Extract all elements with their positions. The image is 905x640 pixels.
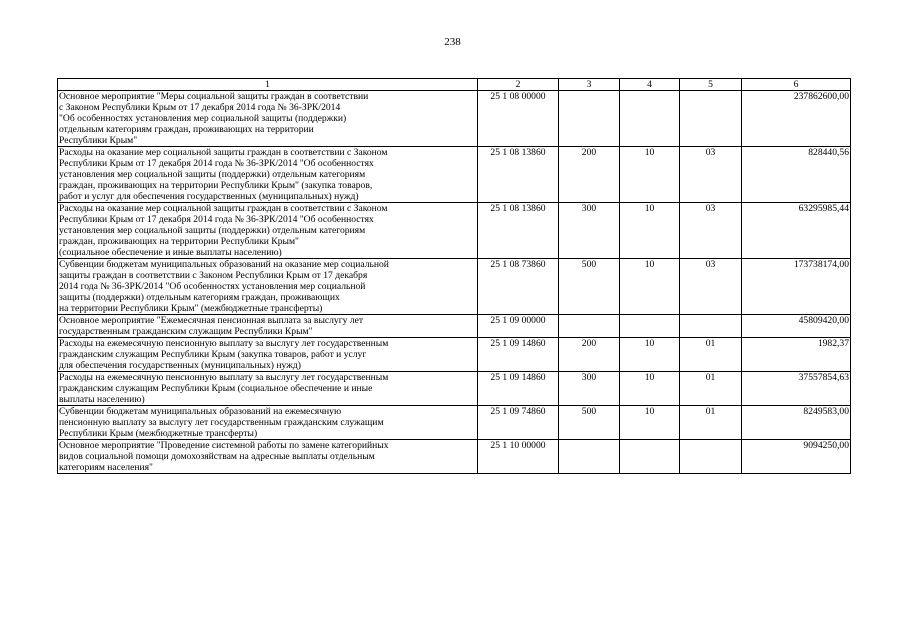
row-expense-type bbox=[559, 315, 620, 338]
row-subsection: 01 bbox=[680, 338, 742, 372]
row-subsection bbox=[680, 440, 742, 474]
row-section: 10 bbox=[620, 338, 680, 372]
description-line: на территории Республики Крым" (межбюджетные трансферты) bbox=[59, 303, 323, 314]
row-description bbox=[58, 259, 478, 315]
description-line: для обеспечения государственных (муниципальных) нужд) bbox=[59, 360, 301, 371]
description-line: Расходы на оказание мер социальной защиты граждан в соответствии с Законом bbox=[59, 147, 388, 158]
row-section bbox=[620, 315, 680, 338]
header-col-1: 1 bbox=[58, 79, 478, 91]
description-line: граждан, проживающих на территории Республики Крым" bbox=[59, 236, 299, 247]
row-expense-type: 500 bbox=[559, 259, 620, 315]
row-subsection bbox=[680, 91, 742, 147]
table-row bbox=[58, 440, 851, 474]
row-section: 10 bbox=[620, 406, 680, 440]
description-line: Республики Крым (межбюджетные трансферты) bbox=[59, 428, 258, 439]
description-line: видов социальной помощи домохозяйствам на адресные выплаты отдельным bbox=[59, 451, 375, 462]
row-code: 25 1 09 14860 bbox=[478, 338, 559, 372]
header-row bbox=[58, 79, 851, 91]
row-amount: 173738174,00 bbox=[742, 259, 851, 315]
budget-table bbox=[57, 78, 851, 474]
row-code: 25 1 08 13860 bbox=[478, 203, 559, 259]
row-code: 25 1 09 14860 bbox=[478, 372, 559, 406]
row-description bbox=[58, 315, 478, 338]
row-expense-type: 300 bbox=[559, 372, 620, 406]
description-line: Основное мероприятие "Проведение системной работы по замене категорийных bbox=[59, 440, 389, 451]
row-code: 25 1 09 74860 bbox=[478, 406, 559, 440]
table-row bbox=[58, 91, 851, 147]
table-row bbox=[58, 315, 851, 338]
row-description bbox=[58, 203, 478, 259]
description-line: установления мер социальной защиты (поддержки) отдельным категориям bbox=[59, 225, 366, 236]
row-description bbox=[58, 372, 478, 406]
header-col-3: 3 bbox=[559, 79, 620, 91]
row-description bbox=[58, 440, 478, 474]
row-expense-type: 500 bbox=[559, 406, 620, 440]
row-subsection: 03 bbox=[680, 259, 742, 315]
description-line: Расходы на ежемесячную пенсионную выплату за выслугу лет государственным bbox=[59, 372, 389, 383]
row-description bbox=[58, 147, 478, 203]
description-line: Республики Крым от 17 декабря 2014 года № 36-ЗРК/2014 "Об особенностях bbox=[59, 158, 374, 169]
row-section: 10 bbox=[620, 203, 680, 259]
row-section bbox=[620, 91, 680, 147]
description-line: (социальное обеспечение и иные выплаты населению) bbox=[59, 247, 282, 258]
description-line: установления мер социальной защиты (поддержки) отдельным категориям bbox=[59, 169, 366, 180]
row-amount: 45809420,00 bbox=[742, 315, 851, 338]
description-line: Расходы на оказание мер социальной защиты граждан в соответствии с Законом bbox=[59, 203, 388, 214]
description-line: Республики Крым от 17 декабря 2014 года № 36-ЗРК/2014 "Об особенностях bbox=[59, 214, 374, 225]
row-section: 10 bbox=[620, 147, 680, 203]
row-code: 25 1 08 13860 bbox=[478, 147, 559, 203]
table-row bbox=[58, 372, 851, 406]
row-amount: 828440,56 bbox=[742, 147, 851, 203]
row-amount: 37557854,63 bbox=[742, 372, 851, 406]
description-line: работ и услуг для обеспечения государственных (муниципальных) нужд) bbox=[59, 191, 359, 202]
table-row bbox=[58, 259, 851, 315]
row-expense-type bbox=[559, 440, 620, 474]
row-code: 25 1 08 00000 bbox=[478, 91, 559, 147]
row-subsection: 01 bbox=[680, 372, 742, 406]
description-line: отдельным категориям граждан, проживающих на территории bbox=[59, 124, 314, 135]
row-expense-type: 200 bbox=[559, 338, 620, 372]
description-line: гражданским служащим Республики Крым (закупка товаров, работ и услуг bbox=[59, 349, 367, 360]
description-line: гражданским служащим Республики Крым (социальное обеспечение и иные bbox=[59, 383, 373, 394]
description-line: с Законом Республики Крым от 17 декабря 2014 года № 36-ЗРК/2014 bbox=[59, 102, 341, 113]
description-line: Субвенции бюджетам муниципальных образований на оказание мер социальной bbox=[59, 259, 389, 270]
table-row bbox=[58, 147, 851, 203]
row-code: 25 1 10 00000 bbox=[478, 440, 559, 474]
row-expense-type: 300 bbox=[559, 203, 620, 259]
description-line: Основное мероприятие "Ежемесячная пенсионная выплата за выслугу лет bbox=[59, 315, 364, 326]
description-line: граждан, проживающих на территории Республики Крым" (закупка товаров, bbox=[59, 180, 373, 191]
description-line: защиты (поддержки) отдельным категориям граждан, проживающих bbox=[59, 292, 340, 303]
row-description bbox=[58, 406, 478, 440]
row-expense-type bbox=[559, 91, 620, 147]
row-section bbox=[620, 440, 680, 474]
description-line: Основное мероприятие "Меры социальной защиты граждан в соответствии bbox=[59, 91, 369, 102]
row-code: 25 1 08 73860 bbox=[478, 259, 559, 315]
description-line: категориям населения" bbox=[59, 462, 153, 473]
description-line: Расходы на ежемесячную пенсионную выплату за выслугу лет государственным bbox=[59, 338, 389, 349]
row-subsection: 03 bbox=[680, 147, 742, 203]
row-amount: 9094250,00 bbox=[742, 440, 851, 474]
row-subsection: 03 bbox=[680, 203, 742, 259]
row-amount: 1982,37 bbox=[742, 338, 851, 372]
table-row bbox=[58, 338, 851, 372]
header-col-2: 2 bbox=[478, 79, 559, 91]
description-line: Субвенции бюджетам муниципальных образований на ежемесячную bbox=[59, 406, 342, 417]
row-description bbox=[58, 338, 478, 372]
row-amount: 63295985,44 bbox=[742, 203, 851, 259]
page-number: 238 bbox=[444, 36, 461, 48]
description-line: пенсионную выплату за выслугу лет государственным гражданским служащим bbox=[59, 417, 384, 428]
row-subsection: 01 bbox=[680, 406, 742, 440]
row-subsection bbox=[680, 315, 742, 338]
description-line: "Об особенностях установления мер социальной защиты (поддержки) bbox=[59, 113, 347, 124]
row-description bbox=[58, 91, 478, 147]
header-col-5: 5 bbox=[680, 79, 742, 91]
description-line: Республики Крым" bbox=[59, 135, 138, 146]
row-amount: 8249583,00 bbox=[742, 406, 851, 440]
row-code: 25 1 09 00000 bbox=[478, 315, 559, 338]
table-row bbox=[58, 406, 851, 440]
table-row bbox=[58, 203, 851, 259]
description-line: выплаты населению) bbox=[59, 394, 145, 405]
description-line: защиты граждан в соответствии с Законом Республики Крым от 17 декабря bbox=[59, 270, 368, 281]
header-col-4: 4 bbox=[620, 79, 680, 91]
row-amount: 237862600,00 bbox=[742, 91, 851, 147]
table-body bbox=[58, 91, 851, 474]
header-col-6: 6 bbox=[742, 79, 851, 91]
row-expense-type: 200 bbox=[559, 147, 620, 203]
row-section: 10 bbox=[620, 372, 680, 406]
description-line: 2014 года № 36-ЗРК/2014 "Об особенностях установления мер социальной bbox=[59, 281, 366, 292]
description-line: государственным гражданским служащим Республики Крым" bbox=[59, 326, 313, 337]
row-section: 10 bbox=[620, 259, 680, 315]
